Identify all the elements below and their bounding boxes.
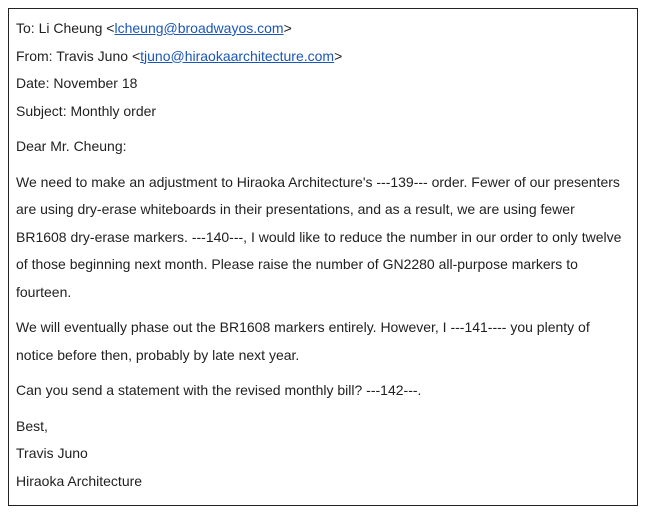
body-paragraph-1: We need to make an adjustment to Hiraoka Architecture's ---139--- order. Fewer of our presenters are using dry-erase whiteboards in their presentations, and as a result, we are using fewer BR1608 dry-erase markers. ---140---, I would like to reduce the number in our order to only twelve of those beginning next month. Please raise the number of GN2280 all-purpose markers to fourteen. bbox=[16, 173, 622, 300]
greeting: Dear Mr. Cheung: bbox=[16, 138, 127, 154]
from-label: From: bbox=[16, 47, 53, 64]
to-line bbox=[16, 15, 629, 43]
date-line bbox=[16, 70, 629, 98]
email-message bbox=[8, 8, 638, 506]
signature-company: Hiraoka Architecture bbox=[16, 472, 143, 489]
to-label: To: bbox=[16, 20, 35, 36]
date-value: November 18 bbox=[53, 75, 138, 91]
to-open-bracket: < bbox=[106, 20, 115, 36]
body-paragraph-3: Can you send a statement with the revised monthly bill? ---142---. bbox=[16, 382, 422, 398]
signature-name: Travis Juno bbox=[16, 445, 88, 461]
to-close-bracket: > bbox=[283, 20, 292, 36]
subject-label: Subject: bbox=[16, 102, 67, 119]
body-paragraph-2: We will eventually phase out the BR1608 markers entirely. However, I ---141---- you plenty of notice before then, probably by late next year. bbox=[16, 319, 590, 363]
subject-line bbox=[16, 98, 629, 126]
from-email-link[interactable]: tjuno@hiraokaarchitecture.com bbox=[140, 47, 335, 64]
date-label: Date: bbox=[16, 75, 50, 91]
to-email-link[interactable]: lcheung@broadwayos.com bbox=[114, 20, 284, 36]
closing: Best, bbox=[16, 417, 48, 434]
from-line bbox=[16, 43, 629, 71]
from-name: Travis Juno bbox=[56, 47, 129, 64]
subject-value: Monthly order bbox=[70, 102, 157, 119]
to-name: Li Cheung bbox=[38, 20, 103, 36]
from-close-bracket: > bbox=[334, 47, 343, 64]
from-open-bracket: < bbox=[131, 47, 141, 64]
